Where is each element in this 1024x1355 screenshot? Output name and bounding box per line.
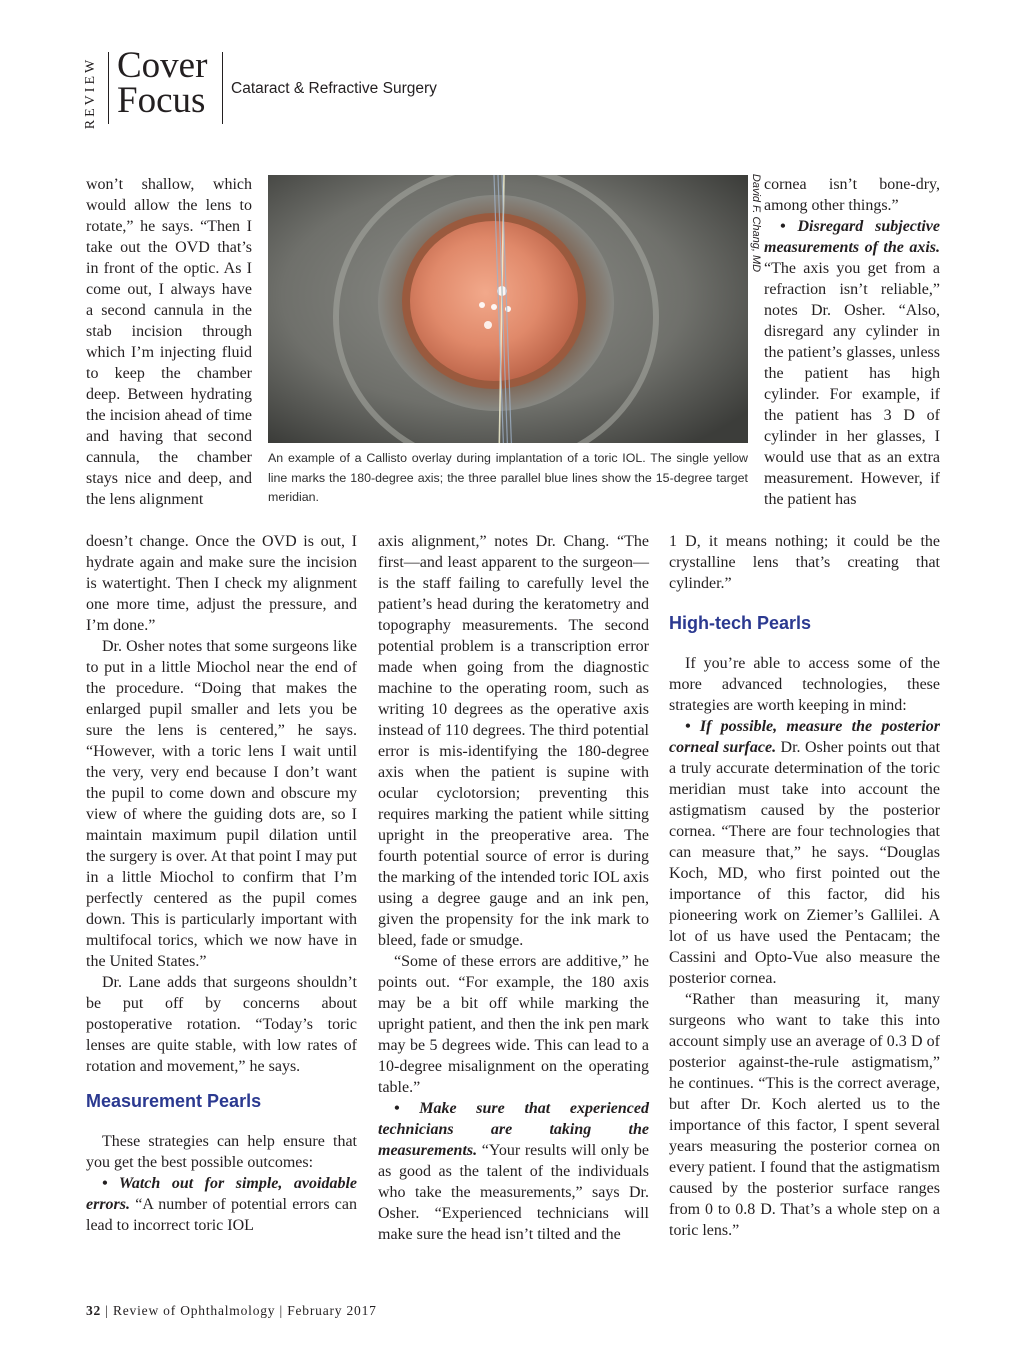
bullet-text: “The axis you get from a refraction isn’t reliable,” notes Dr. Osher. “Also, disregard any cylinder in the patient’s glasses, unless the patient has high cylinder. For example, if the patient has 3 D of cylinder in her glasses, I would use that as an extra measurement. However, if the patient has [764,260,940,508]
bullet-paragraph [86,1173,357,1236]
column-middle [378,531,649,1245]
bullet-lead: • Make sure that experienced technicians are taking the measurements. [378,1100,649,1159]
callisto-overlay-photo [268,175,748,443]
subhead-measurement-pearls: Measurement Pearls [86,1091,262,1111]
reflection-dot [479,302,485,308]
paragraph: Dr. Osher notes that some surgeons like to put in a little Miochol near the end of the procedure. “Doing that makes the enlarged pupil smaller and lets you be sure the lens is centered,” he says. “However, with a toric lens I wait until the very, very end because I don’t want the pupil to come down and obscure my view of where the guiding dots are, so I maintain maximum pupil dilation until the surgery is over. At that point I may put in a little Miochol to confirm that I’m perfectly centered as the pupil comes down. This is particularly important with multifocal torics, which we now have in the United States.” [86,638,357,970]
subhead-high-tech-pearls: High-tech Pearls [669,613,812,633]
reflection-dot [484,321,492,329]
column-left-main [86,531,357,1236]
paragraph: If you’re able to access some of the more advanced technologies, these strategies are worth keeping in mind: [669,655,940,714]
pupil-red-reflex [410,221,578,381]
bullet-lead: • Watch out for simple, avoidable errors. [86,1175,357,1213]
photo-credit [748,175,764,270]
column-left-top [86,174,252,510]
title-line-cover: Cover [117,45,208,86]
header-divider-right [222,52,223,124]
bullet-paragraph [669,716,940,989]
page-number: 32 [86,1303,102,1318]
title-line-focus: Focus [117,80,206,121]
photo-credit-text: David F. Chang, MD [750,173,762,272]
header-divider-left [108,52,109,124]
publication-info: | Review of Ophthalmology | February 2017 [101,1303,377,1318]
reflection-dot [505,306,511,312]
bullet-text: Dr. Osher points out that a truly accurate determination of the toric meridian must take into account the astigmatism caused by the posterior cornea. “There are four technologies that can measure that,” he says. “Douglas Koch, MD, who first pointed out the importance of this factor, did his pioneering work on Ziemer’s Gallilei. A lot of us have used the Pentacam; the Cassini and Opto-Vue also measure the posterior cornea. [669,739,941,987]
bullet-paragraph [378,1098,649,1245]
paragraph: axis alignment,” notes Dr. Chang. “The first—and least apparent to the surgeon—is the staff failing to carefully level the patient’s head during the keratometry and topography measurements. The second potential problem is a transcription error made when going from the diagnostic machine to the operating room, such as writing 10 degrees as the operative axis instead of 110 degrees. The third potential error is mis-identifying the 180-degree axis when the patient is supine with ocular cyclotorsion; preventing this requires marking the patient while sitting upright in the preoperative area. The fourth potential source of error is during the marking of the intended toric IOL axis using a degree gauge and an ink pen, given the propensity for the ink mark to bleed, fade or smudge. [378,533,649,949]
paragraph: won’t shallow, which would allow the lens to rotate,” he says. “Then I take out the OVD that’s in front of the optic. As I come out, I always have a second cannula in the stab incision through which I’m injecting fluid to keep the chamber deep. Between hydrating the incision ahead of time and having that second cannula, the chamber stays nice and deep, and the lens alignment [86,176,252,508]
column-right-top [764,174,940,510]
column-right-main [669,531,940,1241]
page-footer [86,1303,377,1319]
paragraph: doesn’t change. Once the OVD is out, I hydrate again and make sure the incision is watertight. Then I check my alignment one more time, adjust the pressure, and I’m done.” [86,533,357,634]
paragraph: “Rather than measuring it, many surgeons who want to take this into account simply use an average of 0.3 D of posterior against-the-rule astigmatism,” he continues. “This is the correct average, but after Dr. Koch alerted us to the importance of this factor, I spent several years measuring the posterior cornea on every patient. I found that the astigmatism caused by the posterior surface ranges from 0 to 0.8 D. That’s a whole step on a toric lens.” [669,991,940,1239]
bullet-text: “Your results will only be as good as the talent of the individuals who take the measurements,” says Dr. Osher. “Experienced technicians will make sure the head isn’t tilted and the [378,1142,649,1243]
review-tag [80,58,102,128]
paragraph: These strategies can help ensure that you get the best possible outcomes: [86,1133,357,1171]
paragraph: “Some of these errors are additive,” he points out. “For example, the 180 axis may be a bit off while marking the upright patient, and then the ink pen mark may be 5 degrees wide. This can lead to a 10-degree misalignment on the operating table.” [378,953,649,1096]
cover-focus-title [117,45,208,121]
paragraph: 1 D, it means nothing; it could be the crystalline lens that’s creating that cylinder.” [669,533,940,592]
section-label: Cataract & Refractive Surgery [231,80,437,97]
paragraph: Dr. Lane adds that surgeons shouldn’t be put off by concerns about postoperative rotation. “Today’s toric lenses are quite stable, with low rates of rotation and movement,” he says. [86,974,357,1075]
reflection-dot [491,304,497,310]
bullet-paragraph [764,216,940,510]
bullet-lead: • Disregard subjective measurements of the axis. [764,218,940,256]
paragraph: cornea isn’t bone-dry, among other things.” [764,176,940,214]
bullet-lead: • If possible, measure the posterior corneal surface. [669,718,940,756]
figure-caption: An example of a Callisto overlay during implantation of a toric IOL. The single yellow line marks the 180-degree axis; the three parallel blue lines show the 15-degree target meridian. [268,451,748,505]
review-tag-text: REVIEW [83,56,98,130]
bullet-text: “A number of potential errors can lead to incorrect toric IOL [86,1196,357,1234]
